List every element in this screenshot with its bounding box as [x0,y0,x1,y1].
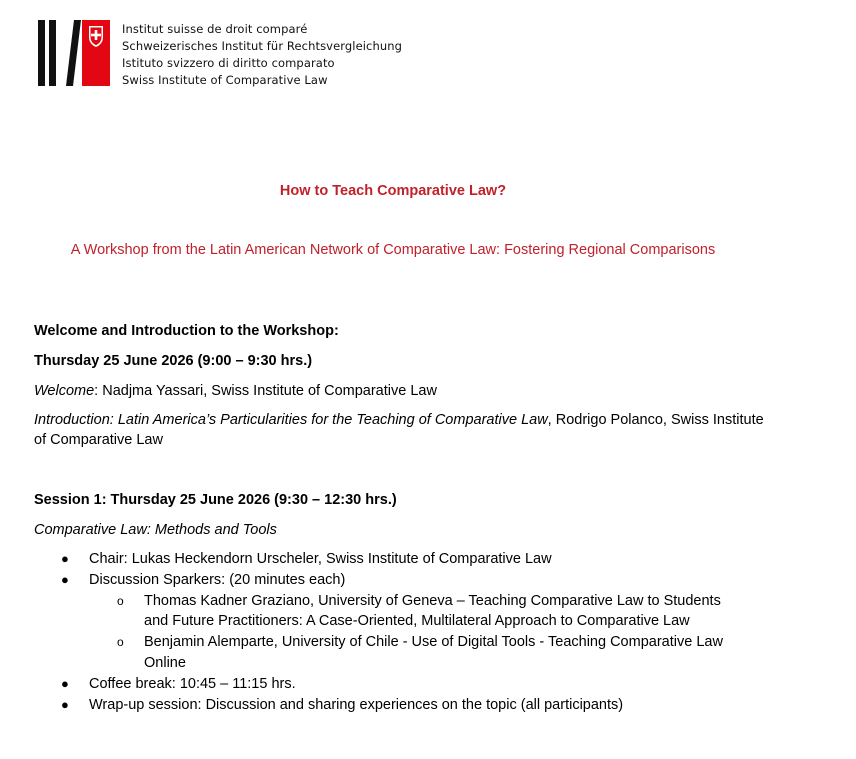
introduction-speaker: , Rodrigo Polanco, Swiss Institute of Comparative Law [34,412,764,448]
bullet-icon: ● [61,571,69,587]
bullet-icon: ● [61,551,69,566]
welcome-line [34,381,794,401]
discussion-sparkers-text: Discussion Sparkers: (20 minutes each) [89,571,346,588]
logo-line-de: Schweizerisches Institut für Rechtsvergleichung [122,39,403,53]
sicl-logo-mark-icon [38,20,110,86]
coffee-break-text: Coffee break: 10:45 – 11:15 hrs. [89,675,296,692]
bullet-icon: ● [61,696,69,712]
circle-bullet-icon: o [117,593,124,608]
logo-line-en: Swiss Institute of Comparative Law [122,73,328,87]
institute-logo [38,20,403,88]
list-item [34,549,794,570]
wrap-up-text: Wrap-up session: Discussion and sharing experiences on the topic (all participants) [89,696,624,713]
welcome-heading: Welcome and Introduction to the Workshop: [34,323,339,339]
sparker-text: Thomas Kadner Graziano, University of Geneva – Teaching Comparative Law to Students and Future Practitioners: A Case-Oriented, Multilateral Approach to Comparative Law [144,592,721,630]
welcome-label: Welcome [34,383,95,399]
introduction-label: Introduction: Latin America’s Particularities for the Teaching of Comparative Law [34,412,548,428]
list-item [89,632,724,674]
session1-agenda-list [34,549,794,715]
logo-line-fr: Institut suisse de droit comparé [122,22,308,36]
welcome-speaker: : Nadjma Yassari, Swiss Institute of Comparative Law [94,383,437,399]
document-title: How to Teach Comparative Law? [279,183,507,199]
bullet-icon: ● [61,675,69,691]
circle-bullet-icon: o [117,635,124,650]
sparkers-list [89,591,794,674]
logo-line-it: Istituto svizzero di diritto comparato [122,56,335,70]
chair-text: Chair: Lukas Heckendorn Urscheler, Swiss Institute of Comparative Law [89,551,552,567]
list-item [89,591,724,633]
sparker-text: Benjamin Alemparte, University of Chile - Use of Digital Tools - Teaching Comparative Law Online [144,634,723,671]
list-item [34,674,794,695]
session1-topic: Comparative Law: Methods and Tools [34,522,277,538]
welcome-date: Thursday 25 June 2026 (9:00 – 9:30 hrs.) [34,353,313,369]
logo-text [122,21,402,89]
list-item [34,570,794,674]
list-item [34,695,794,716]
document-subtitle: A Workshop from the Latin American Network of Comparative Law: Fostering Regional Comparisons [70,242,716,258]
session1-heading: Session 1: Thursday 25 June 2026 (9:30 – 12:30 hrs.) [34,492,397,508]
introduction-line [34,410,774,450]
